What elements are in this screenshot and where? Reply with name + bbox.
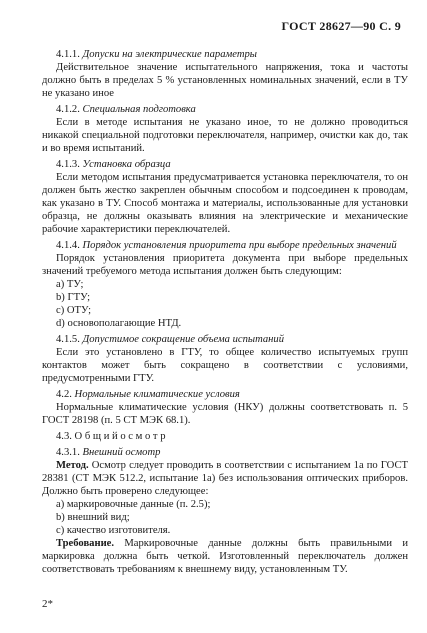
- paragraph-4-2: Нормальные климатические условия (НКУ) должны соответствовать п. 5 ГОСТ 28198 (п. 5 СТ МЭК 68.1).: [42, 402, 408, 426]
- section-4-3-heading: [42, 430, 408, 443]
- method-text: Осмотр следует проводить в соответствии с испытанием 1а по ГОСТ 28381 (СТ МЭК 512.2, испытание 1а) без использования оптических приборов. Должно быть проверено следующее:: [42, 460, 408, 497]
- section-4-1-4-heading: [42, 239, 408, 252]
- section-number: 4.1.5.: [56, 334, 80, 345]
- section-4-1-2-heading: [42, 103, 408, 116]
- section-number: 4.1.1.: [56, 49, 80, 60]
- section-title: Порядок установления приоритета при выборе предельных значений: [82, 240, 397, 251]
- section-4-3-1-heading: [42, 446, 408, 459]
- section-number: 4.3.1.: [56, 447, 80, 458]
- list-item: b) внешний вид;: [56, 512, 130, 523]
- page-header: ГОСТ 28627—90 С. 9: [281, 19, 401, 33]
- section-title: Допуски на электрические параметры: [82, 49, 257, 60]
- section-number: 4.2.: [56, 389, 72, 400]
- list-item: d) основополагающие НТД.: [56, 318, 182, 329]
- paragraph-requirement: [42, 537, 408, 576]
- section-4-1-1-heading: [42, 48, 408, 61]
- section-4-1-3-heading: [42, 158, 408, 171]
- paragraph-4-1-1: Действительное значение испытательного напряжения, тока и частоты должно быть в пределах 5 % установленных номинальных значений, если в ТУ не указано иное: [42, 62, 408, 99]
- section-title: Нормальные климатические условия: [74, 389, 240, 400]
- section-number: 4.1.2.: [56, 104, 80, 115]
- requirement-text: Маркировочные данные должны быть правильными и маркировка должна быть четкой. Изготовленный переключатель должен соответствовать требованиям к внешнему виду, установленным ТУ.: [42, 538, 408, 575]
- section-number: 4.1.3.: [56, 159, 80, 170]
- paragraph-4-1-4: Порядок установления приоритета документа при выборе предельных значений требуемого метода испытания должен быть следующим:: [42, 253, 408, 277]
- list-item: c) качество изготовителя.: [56, 525, 171, 536]
- section-number: 4.3.: [56, 431, 72, 442]
- section-title: Допустимое сокращение объема испытаний: [82, 334, 285, 345]
- method-label: Метод.: [56, 460, 89, 471]
- list-item: b) ГТУ;: [56, 292, 91, 303]
- list-item: a) маркировочные данные (п. 2.5);: [56, 499, 211, 510]
- paragraph-4-3-1: [42, 459, 408, 498]
- paragraph-4-1-3: Если методом испытания предусматривается установка переключателя, то он должен быть жестко закреплен обычным способом и подсоединен к проводам, как указано в ТУ. Способ монтажа и материалы, использованные для установки образца, не должны оказывать влияния на электрические и механические рабочие характеристики переключателей.: [42, 172, 408, 235]
- document-body: [42, 45, 408, 576]
- section-title: Специальная подготовка: [82, 104, 196, 115]
- list-item: a) ТУ;: [56, 279, 84, 290]
- page-footer-mark: 2*: [42, 598, 53, 610]
- section-number: 4.1.4.: [56, 240, 80, 251]
- section-title: Внешний осмотр: [82, 447, 161, 458]
- section-title: Установка образца: [82, 159, 171, 170]
- paragraph-4-1-2: Если в методе испытания не указано иное, то не должно проводиться никакой специальной подготовки переключателя, например, очистки как до, так и во время испытаний.: [42, 117, 408, 154]
- section-4-2-heading: [42, 388, 408, 401]
- section-title: О б щ и й о с м о т р: [74, 431, 166, 442]
- requirement-label: Требование.: [56, 538, 115, 549]
- section-4-1-5-heading: [42, 333, 408, 346]
- paragraph-4-1-5: Если это установлено в ГТУ, то общее количество испытуемых групп контактов может быть сокращено в соответствии с условиями, предусмотренными ГТУ.: [42, 347, 408, 384]
- list-item: c) ОТУ;: [56, 305, 92, 316]
